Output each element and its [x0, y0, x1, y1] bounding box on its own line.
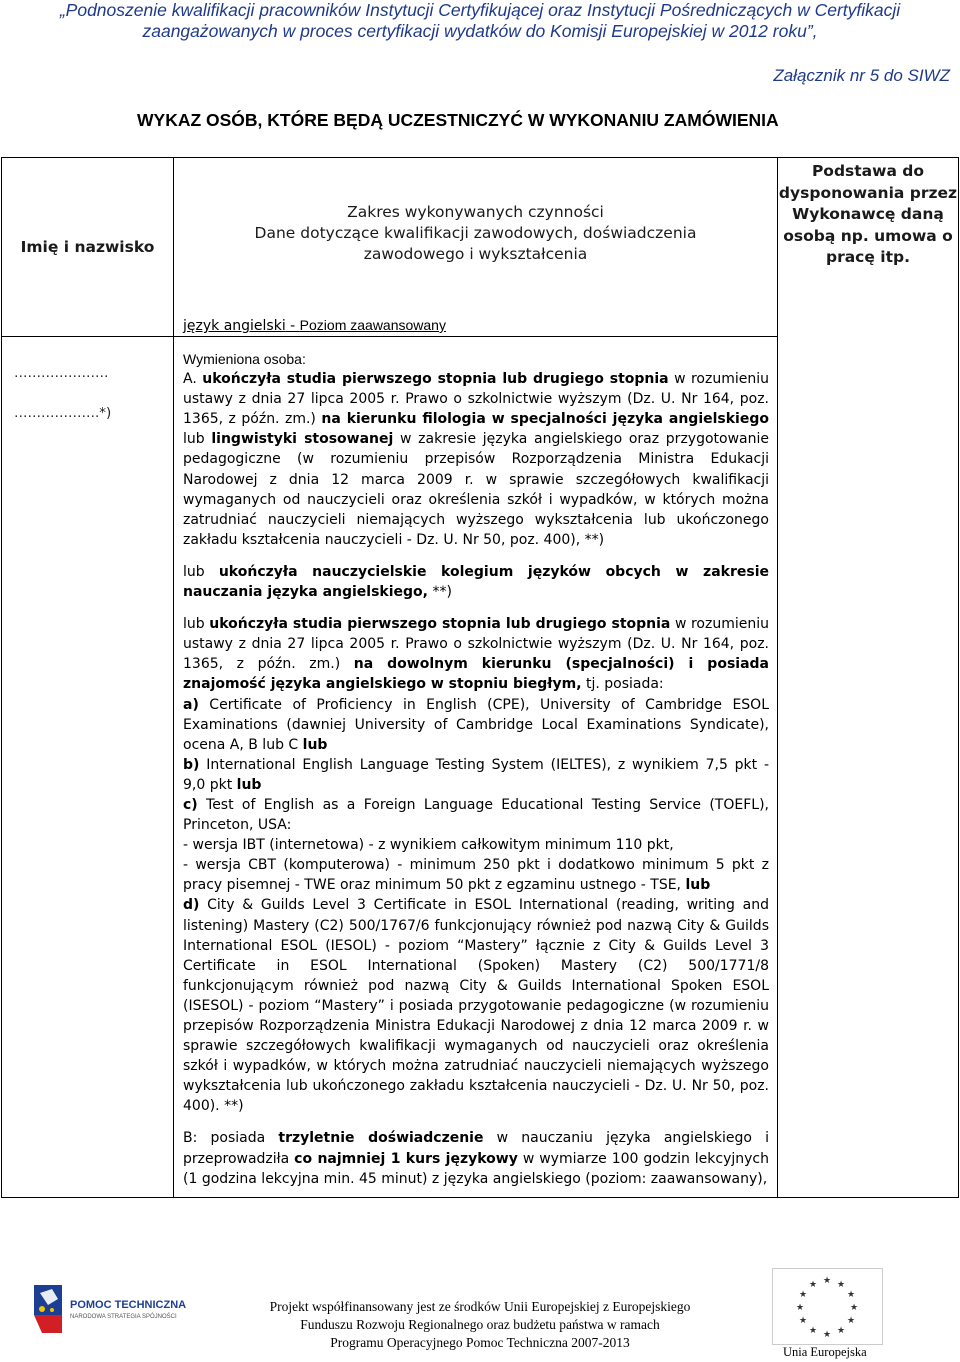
pa-prefix: A.	[183, 371, 203, 388]
header-scope-line-2: Dane dotyczące kwalifikacji zawodowych, doświadczenia	[254, 224, 697, 242]
pa-text-3: w zakresie języka angielskiego oraz przygotowanie pedagogiczne (w rozumieniu przepisów Rozporządzenia Ministra Edukacji Narodowej z dnia 12 marca 2009 r. w sprawie szczegółowych kwalifikacji wymaganych od nauczycieli oraz określenia szkół i wypadków, w których można zatrudniać nauczycieli niemających wyższego wykształcenia lub ukończonego zakładu kształcenia nauczycieli - Dz. U. Nr 50, poz. 400), **)	[183, 431, 769, 548]
p3-text-1: lub	[183, 616, 210, 633]
paragraph-college	[183, 562, 769, 602]
item-d-label: d)	[183, 897, 200, 914]
item-c-lub: lub	[685, 877, 711, 894]
p3-bold-1: ukończyła studia pierwszego stopnia lub drugiego stopnia	[209, 616, 671, 633]
annex-label: Załącznik nr 5 do SIWZ	[773, 66, 950, 85]
footer-text	[206, 1298, 754, 1352]
item-b-text: International English Language Testing System (IELTES), z wynikiem 7,5 pkt - 9,0 pkt	[183, 756, 769, 793]
svg-text:★: ★	[795, 1303, 805, 1313]
persons-table	[1, 157, 959, 1198]
header-scope-line-3: zawodowego i wykształcenia	[363, 245, 588, 263]
item-c-label: c)	[183, 796, 198, 813]
item-d-text: City & Guilds Level 3 Certificate in ESOL International (reading, writing and listening) Mastery (C2) 500/1767/6 funkcjonujący również pod nazwą City & Guilds International ESOL (IESOL) - poziom “Mastery” łącznie z City & Guilds Level 3 Certificate in ESOL International (Spoken) Mastery (C2) 500/1771/8 funkcjonującym również pod nazwą City & Guilds International Spoken ESOL (ISESOL) - poziom “Mastery” i posiada przygotowanie pedagogiczne (w rozumieniu przepisów Rozporządzenia Ministra Edukacji Narodowej z dnia 12 marca 2009 r. w sprawie szczegółowych kwalifikacji wymaganych od nauczycieli oraz określenia szkół i wypadków, w których można zatrudniać nauczycieli niemających wyższego wykształcenia lub ukończonego zakładu kształcenia nauczycieli - Dz. U. Nr 50, poz. 400). **)	[183, 897, 769, 1115]
header-scope	[174, 158, 778, 337]
svg-text:★: ★	[798, 1290, 808, 1300]
svg-text:★: ★	[798, 1316, 808, 1326]
eu-label: Unia Europejska	[783, 1345, 867, 1359]
svg-text:★: ★	[822, 1276, 832, 1286]
paragraph-any-field	[183, 614, 769, 694]
paragraph-a	[183, 369, 769, 550]
item-c-cbt-text: - wersja CBT (komputerowa) - minimum 250 pkt i dodatkowo minimum 5 pkt z pracy pisemnej - TWE oraz minimum 50 pkt z egzaminu ustnego - TSE,	[183, 857, 769, 894]
p3-bold-2: na dowolnym kierunku (specjalności) i posiada znajomość języka angielskiego w stopniu biegłym,	[183, 656, 769, 693]
item-a-label: a)	[183, 696, 199, 713]
p3-text-3: tj. posiada:	[581, 676, 664, 693]
pb-text-2: w nauczaniu języka angielskiego i przeprowadziła	[183, 1130, 769, 1167]
footer-line-2: Funduszu Rozwoju Regionalnego oraz budżetu państwa w ramach	[300, 1317, 660, 1332]
pa-text-1: w rozumieniu ustawy z dnia 27 lipca 2005 r. Prawo o szkolnictwie wyższym (Dz. U. Nr 164, poz. 1365, z późn. zm.)	[183, 371, 769, 428]
footer-line-1: Projekt współfinansowany jest ze środków Unii Europejskiej z Europejskiego	[269, 1299, 691, 1314]
svg-text:★: ★	[808, 1326, 818, 1336]
pa-bold-1: ukończyła studia pierwszego stopnia lub drugiego stopnia	[202, 371, 669, 388]
header-name: Imię i nazwisko	[2, 158, 174, 337]
page-title: WYKAZ OSÓB, KTÓRE BĘDĄ UCZESTNICZYĆ W WYKONANIU ZAMÓWIENIA	[137, 110, 779, 130]
pomoc-techniczna-logo	[30, 1283, 200, 1335]
item-a	[183, 695, 769, 755]
header-line-2: zaangażowanych w proces certyfikacji wydatków do Komisji Europejskiej w 2012 roku”,	[142, 21, 818, 41]
svg-text:★: ★	[836, 1280, 846, 1290]
language-level	[183, 317, 446, 334]
eu-flag-icon	[772, 1268, 883, 1345]
item-d	[183, 895, 769, 1116]
header-line-1: „Podnoszenie kwalifikacji pracowników Instytucji Certyfikującej oraz Instytucji Pośredniczących w Certyfikacji	[59, 0, 901, 20]
svg-text:★: ★	[846, 1316, 856, 1326]
pomoc-techniczna-title: POMOC TECHNICZNA	[70, 1299, 187, 1311]
eu-stars-icon	[773, 1269, 882, 1344]
pa-bold-2: na kierunku filologia w specjalności języka angielskiego	[321, 411, 769, 428]
intro-text: Wymieniona osoba:	[183, 351, 306, 367]
name-placeholder-footnote: ……………….*)	[14, 405, 112, 421]
item-a-lub: lub	[302, 736, 328, 753]
svg-text:★: ★	[822, 1330, 832, 1340]
p2-text-1: lub	[183, 563, 219, 580]
p2-text-2: **)	[428, 584, 452, 601]
p3-text-2: w rozumieniu ustawy z dnia 27 lipca 2005 r. Prawo o szkolnictwie wyższym (Dz. U. Nr 164, poz. 1365, z późn. zm.)	[183, 616, 769, 673]
person-name-cell	[2, 337, 174, 1198]
item-b	[183, 755, 769, 795]
pa-text-2: lub	[183, 431, 212, 448]
svg-text:★: ★	[808, 1280, 818, 1290]
header-scope-line-1: Zakres wykonywanych czynności	[347, 203, 604, 221]
pb-bold-1: trzyletnie doświadczenie	[278, 1130, 484, 1147]
item-c-cbt	[183, 855, 769, 895]
qualifications-cell	[174, 337, 778, 1198]
pa-bold-3: lingwistyki stosowanej	[211, 431, 394, 448]
footer-line-3: Programu Operacyjnego Pomoc Techniczna 2007-2013	[330, 1335, 630, 1350]
svg-text:★: ★	[846, 1290, 856, 1300]
pb-bold-2: co najmniej 1 kurs językowy	[294, 1150, 518, 1167]
pb-text-3: w wymiarze 100 godzin lekcyjnych (1 godzina lekcyjna min. 45 minut) z języka angielskiego (poziom: zaawansowany),	[183, 1150, 769, 1187]
item-c-ibt: - wersja IBT (internetowa) - z wynikiem całkowitym minimum 110 pkt,	[183, 837, 674, 854]
pomoc-techniczna-subtitle: NARODOWA STRATEGIA SPÓJNOŚCI	[70, 1314, 177, 1320]
item-a-text: Certificate of Proficiency in English (CPE), University of Cambridge ESOL Examinations (dawniej University of Cambridge Local Examinations Syndicate), ocena A, B lub C	[183, 696, 769, 753]
item-b-label: b)	[183, 756, 200, 773]
language-name: język angielski	[183, 318, 286, 334]
svg-text:★: ★	[836, 1326, 846, 1336]
pb-text-1: B: posiada	[183, 1130, 279, 1147]
item-b-lub: lub	[236, 776, 262, 793]
name-placeholder: …………………	[14, 365, 109, 381]
p2-bold-1: ukończyła nauczycielskie kolegium języków obcych w zakresie nauczania języka angielskiego,	[183, 563, 769, 601]
item-c-text: Test of English as a Foreign Language Educational Testing Service (TOEFL), Princeton, USA:	[183, 796, 769, 834]
item-c	[183, 795, 769, 835]
svg-text:★: ★	[849, 1303, 859, 1313]
header-basis: Podstawa do dysponowania przez Wykonawcę daną osobą np. umowa o pracę itp.	[778, 158, 959, 1198]
language-separator: -	[285, 318, 300, 334]
paragraph-b	[183, 1128, 769, 1188]
language-level-value: Poziom zaawansowany	[299, 317, 446, 333]
